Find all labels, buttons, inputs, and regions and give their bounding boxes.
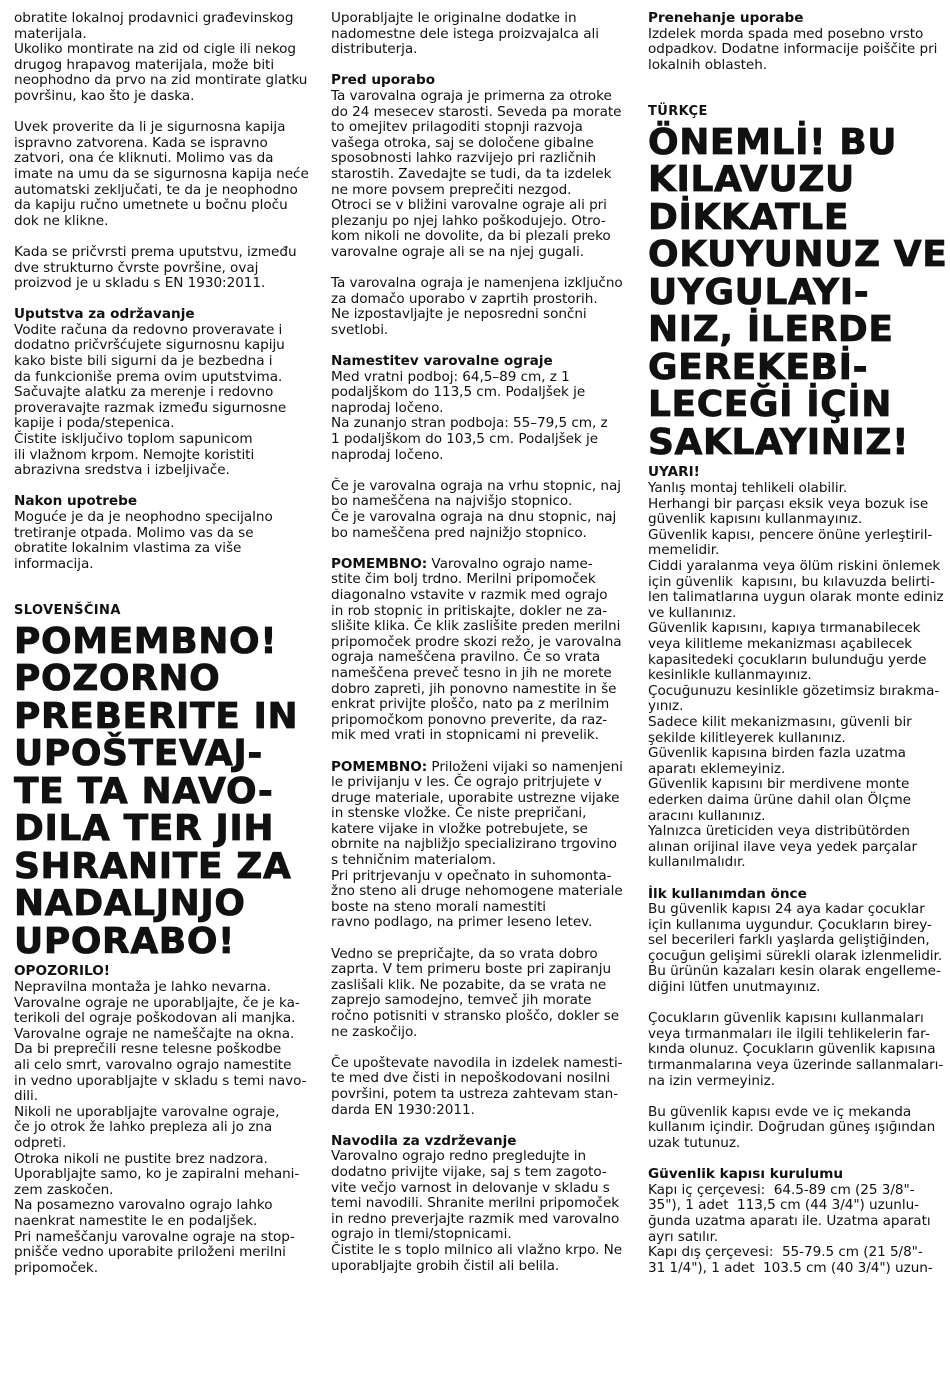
text-line: Nikoli ne uporabljajte varovalne ograje, — [14, 1103, 280, 1120]
text-line: Pri nameščanju varovalne ograje na stop- — [14, 1228, 295, 1245]
paragraph — [331, 276, 631, 338]
text-line: NIZ, İLERDE — [648, 309, 894, 351]
text-line: naprodaj ločeno. — [331, 399, 444, 416]
text-line: kesinlikle kullanmayınız. — [648, 667, 812, 684]
text-line: na izin vermeyiniz. — [648, 1072, 775, 1089]
text-line: zaslišali klik. Ne pozabite, da se vrata ne — [331, 976, 607, 993]
text-line: Varovalne ograje ne uporabljajte, če je ka- — [14, 994, 300, 1011]
text-line: Otroci se v bližini varovalne ograje ali pri — [331, 197, 607, 214]
section-heading: Güvenlik kapısı kurulumu — [648, 1166, 844, 1183]
text-line: proveravajte razmak između sigurnosne — [14, 399, 287, 416]
text-line: ograja nameščena pravilno. Če so vrata — [331, 649, 601, 666]
paragraph — [648, 1011, 942, 1089]
text-line: automatski zeključati, te da je neophodno — [14, 181, 298, 198]
language-label: SLOVENŠČINA — [14, 603, 121, 619]
text-line: površini, potem ta ustreza zahtevam stan- — [331, 1085, 619, 1102]
important-label: POMEMBNO: — [331, 555, 428, 572]
text-line: starostih. Zavedajte se tudi, da ta izdelek — [331, 165, 612, 182]
text-line: zaprejo samodejno, temveč jih morate — [331, 992, 592, 1009]
text-line: veya tırmanmaları ile ilgili tehlikelerin far- — [648, 1025, 930, 1042]
text-line: varovalne ograje ali se na njej gugali. — [331, 243, 584, 260]
text-line: Varovalno ograjo redno pregledujte in — [331, 1148, 587, 1165]
text-line: dodatno pričvršćujete sigurnosnu kapiju — [14, 337, 285, 354]
text-line: dodatno privijte vijake, saj s tem zagoto- — [331, 1163, 607, 1180]
text-line: Çocuğunuzu kesinlikle gözetimsiz bırakma- — [648, 682, 940, 699]
paragraph — [648, 1183, 942, 1277]
text-line: kom nikoli ne dovolite, da bi plezali preko — [331, 228, 611, 245]
text-line: Ta varovalna ograja je namenjena izključno — [331, 275, 623, 292]
column-serbian-slovenian — [14, 11, 314, 1276]
text-line: odpadkov. Dodatne informacije poiščite pri — [648, 41, 938, 58]
text-line: pnišče vedno uporabite priloženi merilni — [14, 1244, 286, 1261]
warning-heading: OPOZORILO! — [14, 963, 110, 980]
text-line: Ukoliko montirate na zid od cigle ili nekog — [14, 41, 296, 58]
text-line: NADALJNJO — [14, 883, 246, 925]
text-line: imate na umu da se sigurnosna kapija neće — [14, 165, 309, 182]
text-line: mik med vrati in stopnicami ni prevelik. — [331, 727, 599, 744]
text-line: Uporabljajte samo, ko je zapiralni mehani- — [14, 1166, 300, 1183]
text-line: pripomoček. — [14, 1259, 98, 1276]
text-line: dok ne klikne. — [14, 212, 109, 229]
text-line: dve strukturno čvrste površine, ovaj — [14, 259, 259, 276]
text-line: Güvenlik kapısına birden fazla uzatma — [648, 745, 906, 762]
text-line: Yalnızca üreticiden veya distribütörden — [648, 823, 910, 840]
text-line: ravno podlago, na primer leseno letev. — [331, 914, 593, 931]
paragraph — [14, 980, 314, 1276]
text-line: če jo otrok že lahko prepleza ali jo zna — [14, 1119, 273, 1136]
text-line: DILA TER JIH — [14, 808, 275, 850]
text-line: žno steno ali druge nehomogene materiale — [331, 883, 623, 900]
text-line: Čistite le s toplo milnico ali vlažno krpo. Ne — [331, 1241, 623, 1258]
paragraph — [331, 775, 631, 931]
text-line: Yanlış montaj tehlikeli olabilir. — [648, 480, 848, 497]
important-label: POMEMBNO: — [331, 758, 428, 775]
paragraph — [331, 1149, 631, 1274]
text-line: sposobnosti lahko razvijejo pri različnih — [331, 150, 597, 167]
text-line: zem zaskočen. — [14, 1181, 114, 1198]
text-line: Bu güvenlik kapısı evde ve iç mekanda — [648, 1103, 912, 1120]
text-line: kapije i poda/stepenica. — [14, 415, 175, 432]
text-line: kullanım içindir. Doğrudan güneş ışığından — [648, 1119, 936, 1136]
text-line: podaljškom do 113,5 cm. Podaljšek je — [331, 384, 586, 401]
text-line: yınız. — [648, 698, 684, 715]
text-line: memelidir. — [648, 542, 720, 559]
text-line: obratite lokalnim vlastima za više — [14, 540, 242, 557]
section-heading: Nakon upotrebe — [14, 493, 138, 510]
text-line: terikoli del ograje poškodovan ali manjka. — [14, 1010, 296, 1027]
text-line: odpreti. — [14, 1135, 67, 1151]
paragraph — [14, 510, 314, 572]
text-line: kapasitedeki çocukların bulunduğu yerde — [648, 651, 927, 668]
text-line: Vedno se prepričajte, da so vrata dobro — [331, 945, 598, 962]
text-line: te med dve čisti in nepoškodovani nosilni — [331, 1070, 611, 1087]
text-line: UPORABO! — [14, 920, 236, 962]
text-line: Güvenlik kapısını bir merdivene monte — [648, 776, 910, 793]
text-line: Izdelek morda spada med posebno vrsto — [648, 25, 924, 42]
text-line: Da bi preprečili resne telesne poškodbe — [14, 1041, 282, 1058]
text-line: temi navodili. Shranite merilni pripomoček — [331, 1195, 620, 1212]
text-line: Čistite isključivo toplom sapunicom — [14, 431, 253, 448]
text-line: DİKKATLE — [648, 196, 850, 238]
text-line: proizvod je u skladu s EN 1930:2011. — [14, 275, 266, 292]
text-line: in redno preverjajte razmik med varovalno — [331, 1210, 620, 1227]
text-line: pripomočkom ponovno preverite, da raz- — [331, 711, 608, 728]
text-line: Pri pritrjevanju v opečnato in suhomonta- — [331, 867, 612, 884]
paragraph — [648, 902, 942, 996]
text-line: vite večjo varnost in delovanje v skladu s — [331, 1179, 610, 1196]
text-line: ederken daima ürüne dahil olan Ölçme — [648, 791, 911, 808]
text-line: tretiranje otpada. Molimo vas da se — [14, 524, 254, 541]
text-line: ayrı satılır. — [648, 1228, 719, 1245]
language-label: TÜRKÇE — [648, 104, 708, 120]
text-line: Ciddi yaralanma veya ölüm riskini önlemek — [648, 558, 941, 575]
text-line: informacija. — [14, 555, 94, 572]
paragraph — [14, 323, 314, 479]
text-line: Çocukların güvenlik kapısını kullanmaları — [648, 1010, 924, 1027]
section-heading: Navodila za vzdrževanje — [331, 1132, 517, 1149]
text-line: Na zunanjo stran podboja: 55–79,5 cm, z — [331, 415, 608, 432]
text-line: ispravno zatvorena. Kada se ispravno — [14, 134, 268, 151]
section-heading: Pred uporabo — [331, 72, 436, 89]
text-line: çocuğun gelişimi sürekli olarak izlenmelidir. — [648, 947, 943, 964]
important-text: Varovalno ograjo name- — [427, 555, 593, 572]
text-line: Vodite računa da redovno proveravate i — [14, 321, 283, 338]
text-line: s tehničnim materialom. — [331, 852, 497, 869]
text-line: diagonalno vstavite v razmik med ograjo — [331, 586, 608, 603]
text-line: plezanju po njej lahko poškodujejo. Otro- — [331, 212, 606, 229]
text-line: 31 1/4"), 1 adet 103.5 cm (40 3/4") uzun- — [648, 1259, 933, 1276]
text-line: kında olunuz. Çocukların güvenlik kapısına — [648, 1041, 936, 1058]
text-line: neophodno da prvo na zid montirate glatku — [14, 72, 308, 89]
text-line: in vedno uporabljajte v skladu s temi navo- — [14, 1072, 307, 1089]
text-line: için güvenlik kapısını, bu kılavuzda belirti- — [648, 573, 935, 590]
text-line: POZORNO — [14, 658, 221, 700]
text-line: lokalnih oblasteh. — [648, 56, 768, 73]
text-line: ÖNEMLİ! BU — [648, 121, 898, 163]
text-line: le privijanju v les. Če ograjo pritrjujete v — [331, 774, 602, 791]
text-line: Bu ürünün kazaları kesin olarak engelleme- — [648, 963, 941, 980]
text-line: površinu, kao što je daska. — [14, 87, 195, 104]
text-line: Nepravilna montaža je lahko nevarna. — [14, 979, 271, 996]
text-line: druge materiale, uporabite ustrezne vijake — [331, 789, 620, 806]
important-notice-heading — [14, 620, 314, 962]
text-line: bo nameščena na najvišjo stopnico. — [331, 493, 573, 510]
text-line: güvenlik kapısını kullanmayınız. — [648, 511, 863, 528]
text-line: KILAVUZU — [648, 159, 855, 201]
text-line: zatvori, ona će kliknuti. Molimo vas da — [14, 150, 274, 167]
section-heading: İlk kullanımdan önce — [648, 885, 807, 902]
column-slovenian-turkish — [648, 10, 948, 1276]
text-line: Če upoštevate navodila in izdelek namesti- — [331, 1054, 623, 1071]
text-line: pripomoček prodre skozi režo, je varovalna — [331, 633, 622, 650]
text-line: zaprta. V tem primeru boste pri zapiranju — [331, 961, 612, 978]
text-line: bo nameščena pred najnižjo stopnico. — [331, 524, 587, 541]
paragraph — [331, 479, 631, 541]
text-line: Güvenlik kapısını, kapıya tırmanabilecek — [648, 620, 921, 637]
text-line: kako biste bili sigurni da je bezbedna i — [14, 353, 273, 370]
text-line: ne zaskočijo. — [331, 1023, 418, 1040]
text-line: Otroka nikoli ne pustite brez nadzora. — [14, 1150, 268, 1167]
text-line: Moguće je da je neophodno specijalno — [14, 509, 273, 525]
text-line: Uvek proverite da li je sigurnosna kapija — [14, 119, 286, 136]
text-line: Ne izpostavljajte je neposredni sončni — [331, 306, 587, 323]
text-line: katere vijake in vložke potrebujete, se — [331, 820, 588, 837]
paragraph — [14, 11, 314, 105]
text-line: için kullanıma uygundur. Çocukların birey- — [648, 916, 932, 933]
text-line: Ta varovalna ograja je primerna za otroke — [331, 87, 612, 104]
text-line: vašega otroka, saj se določene gibalne — [331, 134, 594, 151]
text-line: obrnite na najbližjo specializirano trgovino — [331, 836, 617, 853]
text-line: materijala. — [14, 25, 87, 42]
paragraph — [331, 947, 631, 1041]
text-line: uporabljajte grobih čistil ali belila. — [331, 1257, 560, 1274]
section-heading: Prenehanje uporabe — [648, 10, 804, 26]
text-line: PREBERITE IN — [14, 695, 299, 737]
text-line: sel becerileri farklı yaşlarda geliştiğinden, — [648, 932, 930, 949]
text-line: in stenske vložke. Če niste prepričani, — [331, 805, 587, 822]
text-line: enkrat privijte ploščo, nato pa z merilnim — [331, 696, 610, 713]
text-line: Uporabljajte le originalne dodatke in — [331, 10, 577, 26]
text-line: ne more povsem preprečiti nezgod. — [331, 181, 572, 198]
text-line: uzak tutunuz. — [648, 1135, 741, 1151]
text-line: POMEMBNO! — [14, 620, 278, 662]
text-line: da funkcioniše prema ovim uputstvima. — [14, 368, 283, 385]
text-line: naenkrat namestite le en podaljšek. — [14, 1212, 258, 1229]
column-slovenian — [331, 11, 631, 1274]
text-line: TE TA NAVO- — [14, 770, 274, 812]
paragraph — [331, 11, 631, 58]
text-line: stite čim bolj trdno. Merilni pripomoček — [331, 571, 596, 588]
text-line: Med vratni podboj: 64,5–89 cm, z 1 — [331, 368, 570, 385]
text-line: OKUYUNUZ VE — [648, 234, 948, 276]
text-line: şekilde kilitleyerek kullanınız. — [648, 729, 846, 746]
text-line: GEREKEBİ- — [648, 346, 869, 388]
text-line: alınan orijinal ilave veya yedek parçalar — [648, 838, 918, 855]
text-line: ğunda uzatma aparatı ile. Uzatma aparatı — [648, 1212, 931, 1229]
text-line: darda EN 1930:2011. — [331, 1101, 475, 1118]
paragraph — [648, 481, 942, 871]
text-line: Güvenlik kapısı, pencere önüne yerleştiril- — [648, 526, 933, 543]
text-line: Na posamezno varovalno ograjo lahko — [14, 1197, 273, 1214]
text-line: nameščena preveč tesno in jih ne morete — [331, 664, 612, 681]
text-line: do 24 mesecev starosti. Seveda pa morate — [331, 103, 622, 120]
text-line: len talimatlarına uygun olarak monte ediniz — [648, 589, 944, 606]
section-heading: Uputstva za održavanje — [14, 306, 195, 323]
text-line: Sačuvajte alatku za merenje i redovno — [14, 384, 274, 401]
text-line: tırmanmalarına veya üzerinde sallanmaları- — [648, 1057, 944, 1074]
paragraph — [14, 245, 314, 292]
text-line: in rob stopnic in pritiskajte, dokler ne za- — [331, 602, 608, 619]
important-notice-heading — [648, 121, 948, 463]
text-line: Bu güvenlik kapısı 24 aya kadar çocuklar — [648, 901, 925, 918]
paragraph — [331, 89, 631, 261]
text-line: ročno potisniti v stransko ploščo, dokler se — [331, 1008, 620, 1024]
text-line: Kapı iç çerçevesi: 64.5-89 cm (25 3/8"- — [648, 1181, 915, 1198]
text-line: UYGULAYI- — [648, 271, 870, 313]
text-line: ali celo smrt, varovalno ograjo namestite — [14, 1057, 292, 1074]
text-line: 1 podaljškom do 103,5 cm. Podaljšek je — [331, 431, 599, 448]
warning-heading: UYARI! — [648, 464, 700, 481]
text-line: da kapiju ručno umetnete u bočnu ploču — [14, 197, 288, 214]
text-line: UPOŠTEVAJ- — [14, 733, 263, 775]
text-line: Herhangi bir parçası eksik veya bozuk ise — [648, 495, 929, 512]
paragraph — [331, 1056, 631, 1118]
paragraph — [331, 572, 631, 744]
text-line: Varovalne ograje ne nameščajte na okna. — [14, 1025, 295, 1042]
important-line — [331, 557, 631, 573]
text-line: SAKLAYINIZ! — [648, 421, 910, 463]
text-line: kullanılmalıdır. — [648, 854, 746, 871]
text-line: obratite lokalnoj prodavnici građevinskog — [14, 10, 294, 26]
text-line: ili vlažnom krpom. Nemojte koristiti — [14, 446, 255, 463]
text-line: diğini lütfen unutmayınız. — [648, 979, 821, 996]
important-line — [331, 760, 631, 776]
text-line: aracını kullanınız. — [648, 807, 766, 824]
text-line: naprodaj ločeno. — [331, 446, 444, 463]
text-line: ve kullanınız. — [648, 604, 737, 621]
text-line: Če je varovalna ograja na vrhu stopnic, naj — [331, 477, 621, 494]
text-line: boste na steno morali namestiti — [331, 898, 546, 915]
paragraph — [648, 27, 942, 74]
text-line: Kada se pričvrsti prema uputstvu, između — [14, 243, 297, 260]
section-heading: Namestitev varovalne ograje — [331, 353, 553, 370]
text-line: nadomestne dele istega proizvajalca ali — [331, 25, 599, 42]
text-line: veya kilitleme mekanizması açabilecek — [648, 636, 913, 652]
text-line: abrazivna sredstva i izbeljivače. — [14, 462, 230, 479]
text-line: Če je varovalna ograja na dnu stopnic, naj — [331, 509, 617, 525]
text-line: to omejitev prilagoditi stopnji razvoja — [331, 119, 583, 136]
paragraph — [648, 1105, 942, 1152]
text-line: Kapı dış çerçevesi: 55-79.5 cm (21 5/8"- — [648, 1244, 923, 1261]
text-line: dobro zapreti, jih ponovno namestite in še — [331, 680, 617, 697]
text-line: distributerja. — [331, 41, 418, 58]
text-line: slišite klika. Če klik zaslišite preden merilni — [331, 618, 621, 635]
text-line: drugog hrapavog materijala, može biti — [14, 56, 275, 73]
text-line: aparatı eklemeyiniz. — [648, 760, 786, 777]
text-line: SHRANITE ZA — [14, 845, 292, 887]
text-line: ograjo in tlemi/stopnicami. — [331, 1226, 512, 1243]
text-line: dili. — [14, 1088, 39, 1105]
text-line: 35"), 1 adet 113,5 cm (44 3/4") uzunlu- — [648, 1197, 919, 1214]
important-text: Priloženi vijaki so namenjeni — [427, 758, 623, 775]
text-line: za domačo uporabo v zaprtih prostorih. — [331, 290, 598, 307]
text-line: Sadece kilit mekanizmasını, güvenli bir — [648, 713, 912, 730]
paragraph — [331, 370, 631, 464]
text-line: LECEĞİ İÇİN — [648, 384, 892, 426]
text-line: svetlobi. — [331, 321, 389, 338]
paragraph — [14, 120, 314, 229]
